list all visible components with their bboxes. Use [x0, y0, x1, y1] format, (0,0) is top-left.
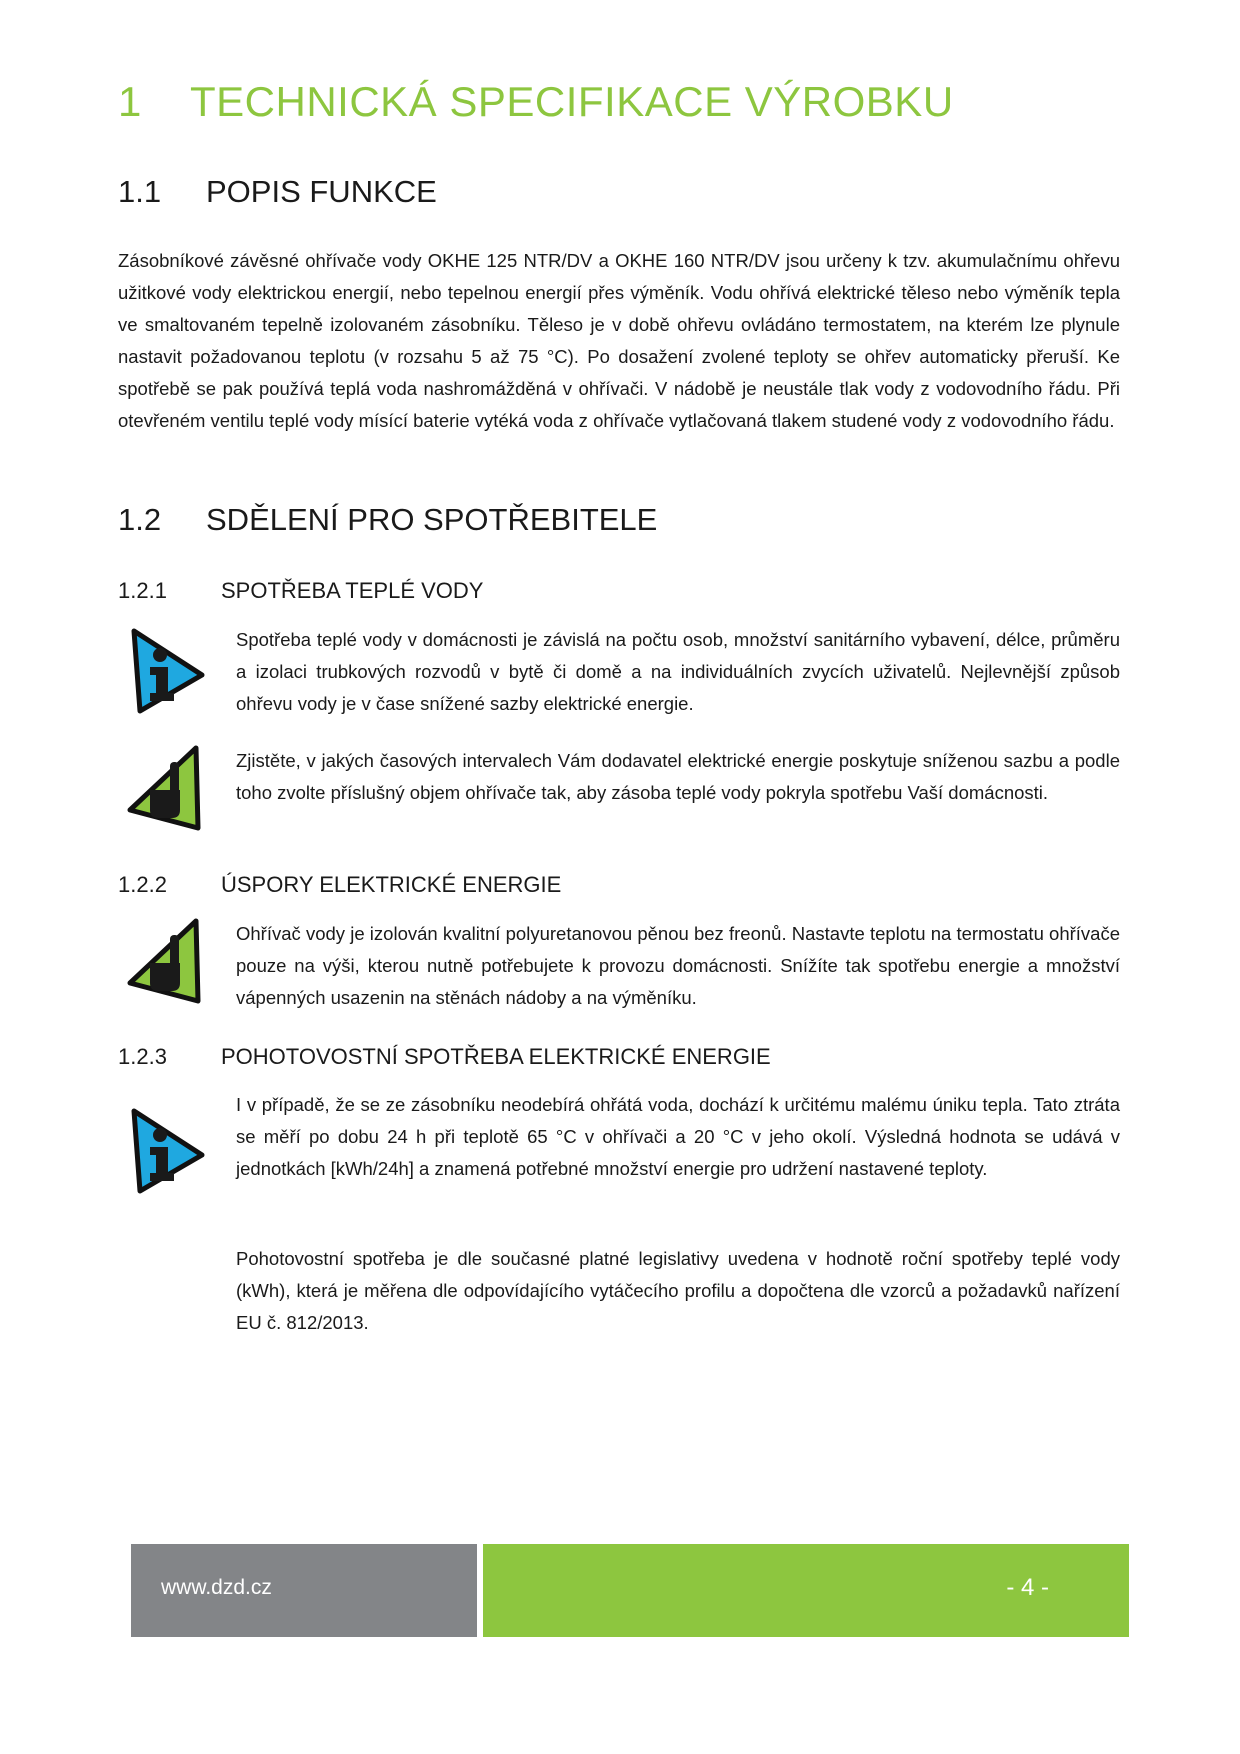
- subsection-title: SPOTŘEBA TEPLÉ VODY: [221, 578, 484, 603]
- page-number: - 4 -: [1006, 1574, 1049, 1601]
- subsection-number: 1.2.3: [118, 1044, 167, 1069]
- section-number: 1.1: [118, 174, 162, 209]
- chapter-number: 1: [118, 78, 142, 125]
- section-heading-1-2: [118, 502, 657, 538]
- hot-water-consumption-text: Spotřeba teplé vody v domácnosti je závislá na počtu osob, množství sanitárního vybavení, délce, průměru a izolaci trubkových rozvodů v bytě či domě a na individuálních zvycích uživatelů. Nejlevnější způsob ohřevu vody je v čase snížené sazby elektrické energie.: [236, 629, 1120, 714]
- footer-website-bar: [131, 1544, 477, 1637]
- section-heading-1-1: [118, 174, 437, 210]
- standby-loss-text: I v případě, že se ze zásobníku neodebírá ohřátá voda, dochází k určitému malému úniku tepla. Tato ztráta se měří po dobu 24 h při teplotě 65 °C v ohřívači a 20 °C v jeho okolí. Výsledná hodnota se udává v jednotkách [kWh/24h] a znamená potřebné množství energie pro udržení nastavené teploty.: [236, 1094, 1120, 1179]
- subsection-heading-1-2-1: [118, 578, 483, 604]
- subsection-number: 1.2.1: [118, 578, 167, 603]
- chapter-heading: [118, 78, 954, 126]
- section-title: POPIS FUNKCE: [206, 174, 437, 209]
- subsection-title: ÚSPORY ELEKTRICKÉ ENERGIE: [221, 872, 562, 897]
- footer-page-bar: [483, 1544, 1129, 1637]
- info-icon: [126, 627, 206, 715]
- section-number: 1.2: [118, 502, 162, 537]
- tip-hand-icon: [126, 744, 206, 832]
- subsection-heading-1-2-3: [118, 1044, 771, 1070]
- info-icon: [126, 1107, 206, 1195]
- chapter-title: TECHNICKÁ SPECIFIKACE VÝROBKU: [190, 78, 954, 125]
- function-description: Zásobníkové závěsné ohřívače vody OKHE 125 NTR/DV a OKHE 160 NTR/DV jsou určeny k tzv. akumulačnímu ohřevu užitkové vody elektrickou energií, nebo tepelnou energií přes výměník. Vodu ohřívá elektrické těleso nebo výměník tepla ve smaltovaném tepelně izolovaném zásobníku. Těleso je v době ohřevu ovládáno termostatem, na kterém lze plynule nastavit požadovanou teplotu (v rozsahu 5 až 75 °C). Po dosažení zvolené teploty se ohřev automaticky přeruší. Ke spotřebě se pak používá teplá voda nashromážděná v ohřívači. V nádobě je neustále tlak vody z vodovodního řádu. Při otevřeném ventilu teplé vody mísící baterie vytéká voda z ohřívače vytlačovaná tlakem studené vody z vodovodního řádu.: [118, 250, 1120, 431]
- standby-legislation-text: Pohotovostní spotřeba je dle současné platné legislativy uvedena v hodnotě roční spotřeby teplé vody (kWh), která je měřena dle odpovídajícího vytáčecího profilu a dopočtena dle vzorců a požadavků nařízení EU č. 812/2013.: [236, 1248, 1120, 1333]
- section-title: SDĚLENÍ PRO SPOTŘEBITELE: [206, 502, 658, 537]
- tariff-tip-text: Zjistěte, v jakých časových intervalech Vám dodavatel elektrické energie poskytuje sníženou sazbu a podle toho zvolte příslušný objem ohřívače tak, aby zásoba teplé vody pokryla spotřebu Vaší domácnosti.: [236, 750, 1120, 803]
- subsection-title: POHOTOVOSTNÍ SPOTŘEBA ELEKTRICKÉ ENERGIE: [221, 1044, 771, 1069]
- subsection-number: 1.2.2: [118, 872, 167, 897]
- footer-url[interactable]: www.dzd.cz: [161, 1576, 272, 1599]
- energy-savings-text: Ohřívač vody je izolován kvalitní polyuretanovou pěnou bez freonů. Nastavte teplotu na termostatu ohřívače pouze na výši, kterou nutně potřebujete k provozu domácnosti. Snížíte tak spotřebu energie a množství vápenných usazenin na stěnách nádoby a na výměníku.: [236, 923, 1120, 1008]
- tip-hand-icon: [126, 917, 206, 1005]
- subsection-heading-1-2-2: [118, 872, 561, 898]
